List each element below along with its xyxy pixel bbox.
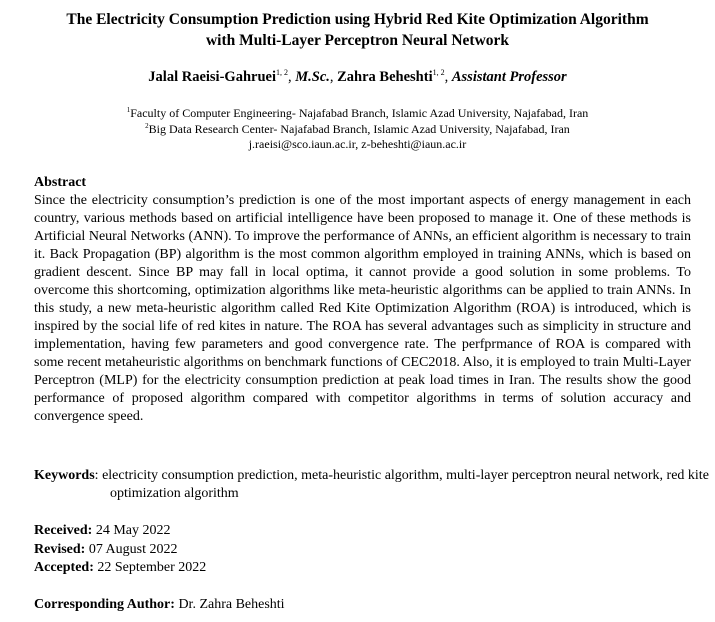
dates-block [34, 522, 206, 578]
keywords-text: electricity consumption prediction, meta-heuristic algorithm, multi-layer perceptron neural network, red kite optimization algorithm [102, 468, 709, 501]
corresponding-label: Corresponding Author: [34, 597, 175, 612]
keywords-label: Keywords [34, 468, 95, 483]
accepted-label: Accepted: [34, 560, 94, 575]
received-row [34, 522, 206, 541]
affiliations [20, 106, 695, 153]
affiliation-2-text: Big Data Research Center- Najafabad Branch, Islamic Azad University, Najafabad, Iran [148, 121, 570, 136]
title-line-1: The Electricity Consumption Prediction using Hybrid Red Kite Optimization Algorithm [66, 11, 649, 28]
received-label: Received: [34, 523, 93, 538]
revised-label: Revised: [34, 541, 86, 557]
author-2-role: Assistant Professor [451, 69, 567, 85]
author-2-name: Zahra Beheshti [337, 69, 433, 85]
paper-title [20, 9, 695, 51]
corresponding-author [34, 596, 285, 614]
abstract-text: Since the electricity consumption’s prediction is one of the most important aspects of energy management in each country, various methods based on artificial intelligence have been proposed to manage it. One of these methods is Artificial Neural Networks (ANN). To improve the performance of ANNs, an efficient algorithm is necessary to train it. Back Propagation (BP) algorithm is the most common algorithm employed in training ANNs, which is based on gradient descent. Since BP may fall in local optima, it cannot provide a good solution in some problems. To overcome this shortcoming, optimization algorithms like meta-heuristic algorithms can be applied to train ANNs. In this study, a new meta-heuristic algorithm called Red Kite Optimization Algorithm (ROA) is introduced, which is inspired by the social life of red kites in nature. The ROA has several advantages such as simplicity in structure and implementation, having few parameters and good convergence rate. The perfprmance of ROA is compared with some recent metaheuristic algorithms on benchmark functions of CEC2018. Also, it is employed to train Multi-Layer Perceptron (MLP) for the electricity consumption prediction at peak load times in Iran. The results show the good performance of proposed algorithm compared with competitor algorithms in terms of solution accuracy and convergence speed. [34, 193, 691, 424]
affiliation-2-sup: 2 [145, 121, 149, 130]
accepted-row [34, 559, 206, 578]
author-1-affil-sup: 1, 2 [275, 68, 288, 77]
author-line: Jalal Raeisi-Gahruei$^{1, 2}$, M.Sc., Zahra Beheshti$^{1, 2}$, Assistant Professor [148, 68, 567, 85]
abstract-heading: Abstract [34, 175, 87, 190]
affiliation-1-text: Faculty of Computer Engineering- Najafabad Branch, Islamic Azad University, Najafabad, Iran [130, 106, 589, 120]
revised-row [34, 541, 206, 560]
corresponding-name: Dr. Zahra Beheshti [178, 597, 285, 612]
keywords: Keywords: electricity consumption prediction, meta-heuristic algorithm, multi-layer perceptron neural network, red kite optimization algorithm [34, 468, 709, 501]
title-line-2: with Multi-Layer Perceptron Neural Network [205, 32, 510, 49]
affiliation-1-sup: 1 [126, 106, 131, 114]
revised-date: 07 August 2022 [88, 541, 178, 557]
affiliation-2 [20, 122, 695, 138]
author-1-role: M.Sc. [295, 69, 330, 85]
affiliation-1 [20, 106, 695, 122]
received-date: 24 May 2022 [95, 523, 171, 538]
author-2-affil-sup: 1, 2 [432, 68, 445, 77]
author-emails: j.raeisi@sco.iaun.ac.ir, z-beheshti@iaun.ac.ir [248, 137, 467, 151]
author-1-name: Jalal Raeisi-Gahruei [148, 69, 276, 85]
accepted-date: 22 September 2022 [97, 560, 207, 575]
